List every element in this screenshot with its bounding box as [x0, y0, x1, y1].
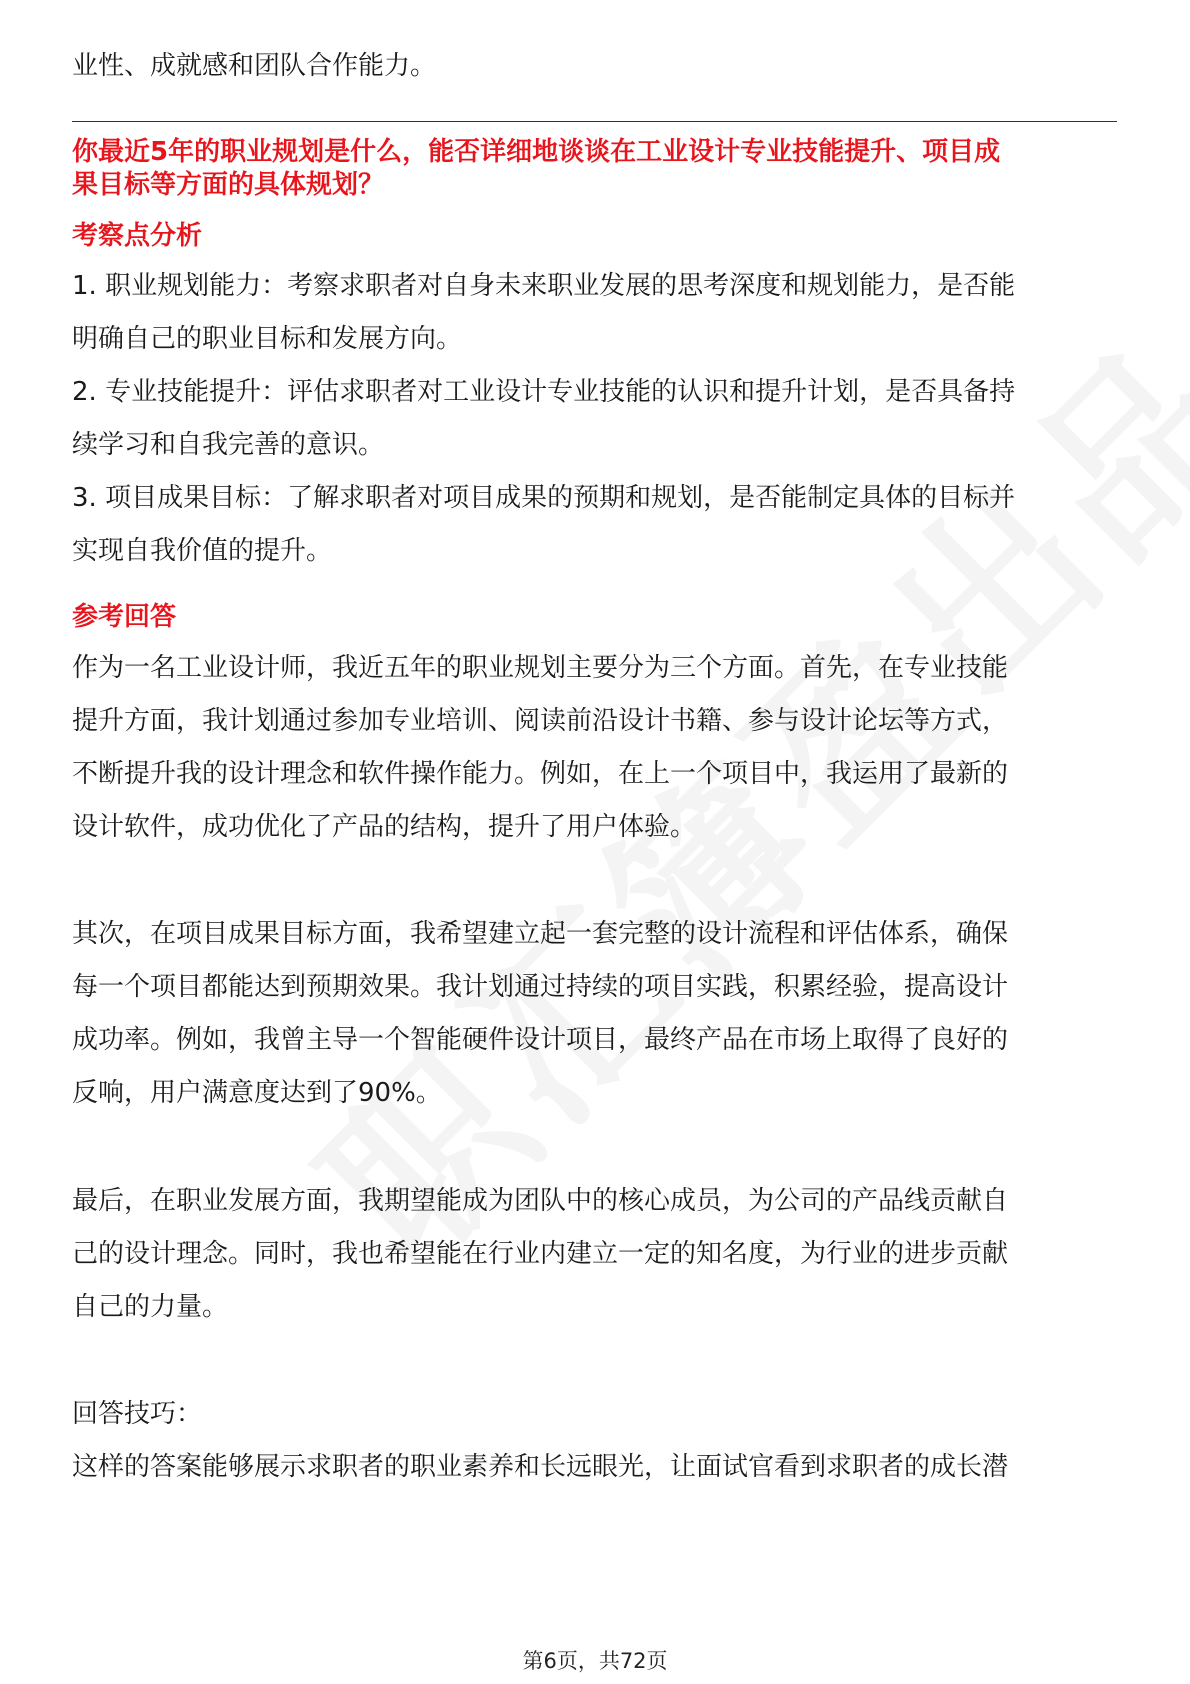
analysis-line: 3. 项目成果目标：了解求职者对项目成果的预期和规划，是否能制定具体的目标并: [72, 483, 1016, 513]
analysis-line: 实现自我价值的提升。: [72, 536, 333, 566]
answer-heading: 参考回答: [72, 602, 177, 632]
answer-line: 不断提升我的设计理念和软件操作能力。例如，在上一个项目中，我运用了最新的: [72, 759, 1009, 789]
analysis-line: 续学习和自我完善的意识。: [72, 430, 385, 460]
analysis-line: 2. 专业技能提升：评估求职者对工业设计专业技能的认识和提升计划，是否具备持: [72, 377, 1016, 407]
answer-line: 其次，在项目成果目标方面，我希望建立起一套完整的设计流程和评估体系，确保: [72, 919, 1009, 949]
continuation-line: 业性、成就感和团队合作能力。: [72, 51, 437, 81]
answer-line: 己的设计理念。同时，我也希望能在行业内建立一定的知名度，为行业的进步贡献: [72, 1239, 1009, 1269]
answer-line: 反响，用户满意度达到了90%。: [72, 1078, 442, 1108]
analysis-line: 1. 职业规划能力：考察求职者对自身未来职业发展的思考深度和规划能力，是否能: [72, 271, 1016, 301]
page-number: 第6页，共72页: [522, 1649, 668, 1673]
question-line-1: 你最近5年的职业规划是什么，能否详细地谈谈在工业设计专业技能提升、项目成: [72, 137, 1001, 167]
analysis-line: 明确自己的职业目标和发展方向。: [72, 324, 463, 354]
answer-line: 设计软件，成功优化了产品的结构，提升了用户体验。: [72, 812, 697, 842]
answer-line: 自己的力量。: [72, 1292, 229, 1322]
analysis-heading: 考察点分析: [72, 221, 203, 251]
answer-line: 最后，在职业发展方面，我期望能成为团队中的核心成员，为公司的产品线贡献自: [72, 1186, 1009, 1216]
answer-line: 提升方面，我计划通过参加专业培训、阅读前沿设计书籍、参与设计论坛等方式，: [72, 706, 1009, 736]
answer-line: 每一个项目都能达到预期效果。我计划通过持续的项目实践，积累经验，提高设计: [72, 972, 1009, 1002]
tips-heading: 回答技巧：: [72, 1399, 203, 1429]
question-line-2: 果目标等方面的具体规划？: [72, 170, 385, 200]
answer-line: 作为一名工业设计师，我近五年的职业规划主要分为三个方面。首先，在专业技能: [72, 653, 1009, 683]
answer-line: 成功率。例如，我曾主导一个智能硬件设计项目，最终产品在市场上取得了良好的: [72, 1025, 1009, 1055]
tips-line: 这样的答案能够展示求职者的职业素养和长远眼光，让面试官看到求职者的成长潜: [72, 1452, 1009, 1482]
divider: [72, 121, 1117, 122]
